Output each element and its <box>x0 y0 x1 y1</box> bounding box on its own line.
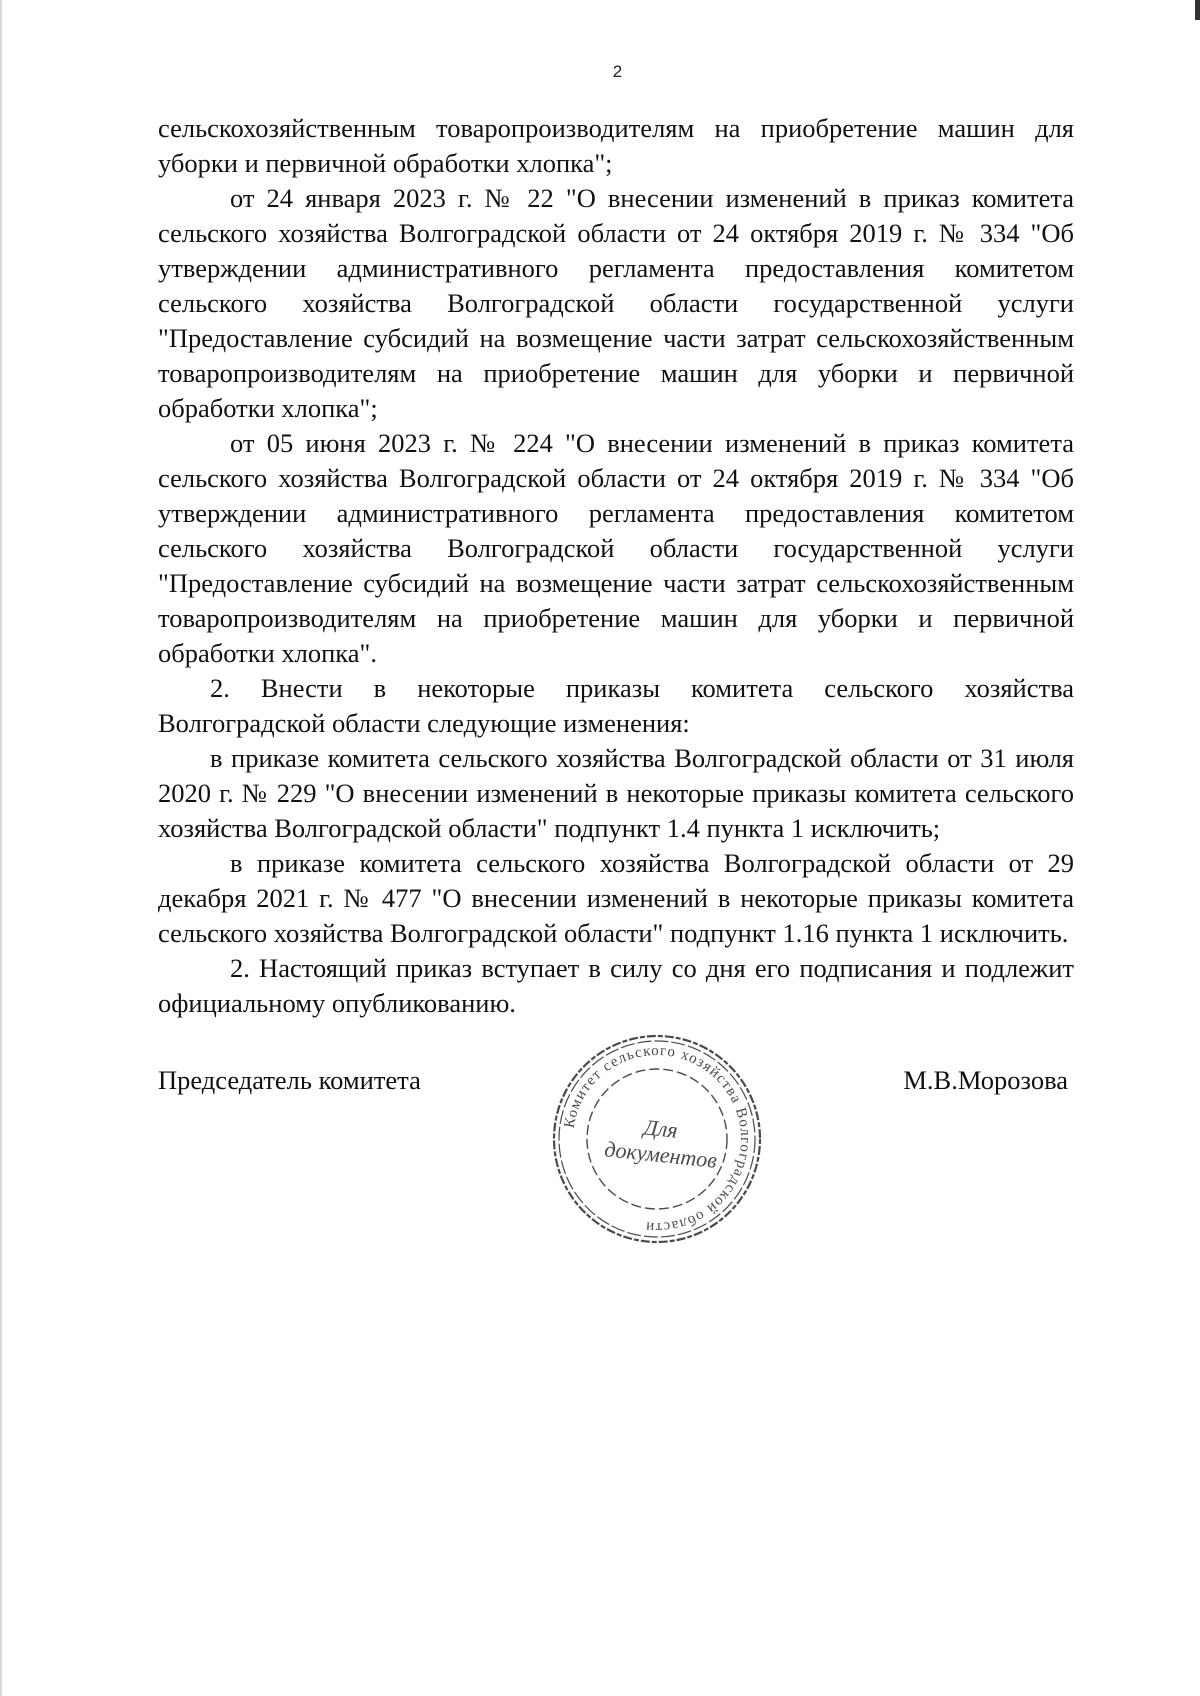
signer-name: М.В.Морозова <box>903 1065 1068 1095</box>
paragraph: в приказе комитета сельского хозяйства Волгоградской области от 29 декабря 2021 г. № 477 "О внесении изменений в некоторые приказы комитета сельского хозяйства Волгоградской области" подпункт 1.16 пункта 1 исключить. <box>158 848 1074 948</box>
scan-edge <box>0 0 2 1696</box>
paragraph: 2. Внести в некоторые приказы комитета сельского хозяйства Волгоградской области следующие изменения: <box>158 673 1074 738</box>
paragraph: 2. Настоящий приказ вступает в силу со дня его подписания и подлежит официальному опубликованию. <box>158 953 1074 1018</box>
stamp-center-line-1: Для <box>642 1114 679 1143</box>
official-stamp-icon <box>548 1030 766 1248</box>
stamp-ring-text: Комитет сельского хозяйства Волгоградской области <box>561 1042 754 1236</box>
page-number: 2 <box>612 62 623 81</box>
paragraph: сельскохозяйственным товаропроизводителям на приобретение машин для уборки и первичной обработки хлопка"; <box>158 113 1074 178</box>
paragraph: от 05 июня 2023 г. № 224 "О внесении изменений в приказ комитета сельского хозяйства Волгоградской области от 24 октября 2019 г. № 334 "Об утверждении административного регламента предоставления комитетом сельского хозяйства Волгоградской области государственной услуги "Предоставление субсидий на возмещение части затрат сельскохозяйственным товаропроизводителям на приобретение машин для уборки и первичной обработки хлопка". <box>158 428 1074 668</box>
scan-mark <box>1195 0 1200 20</box>
paragraph: в приказе комитета сельского хозяйства Волгоградской области от 31 июля 2020 г. № 229 "О внесении изменений в некоторые приказы комитета сельского хозяйства Волгоградской области" подпункт 1.4 пункта 1 исключить; <box>158 743 1074 843</box>
stamp-center-line-2: документов <box>603 1136 719 1173</box>
paragraph: от 24 января 2023 г. № 22 "О внесении изменений в приказ комитета сельского хозяйства Волгоградской области от 24 октября 2019 г. № 334 "Об утверждении административного регламента предоставления комитетом сельского хозяйства Волгоградской области государственной услуги "Предоставление субсидий на возмещение части затрат сельскохозяйственным товаропроизводителям на приобретение машин для уборки и первичной обработки хлопка"; <box>158 183 1074 423</box>
signer-title: Председатель комитета <box>158 1065 421 1095</box>
document-body <box>158 111 1074 1021</box>
